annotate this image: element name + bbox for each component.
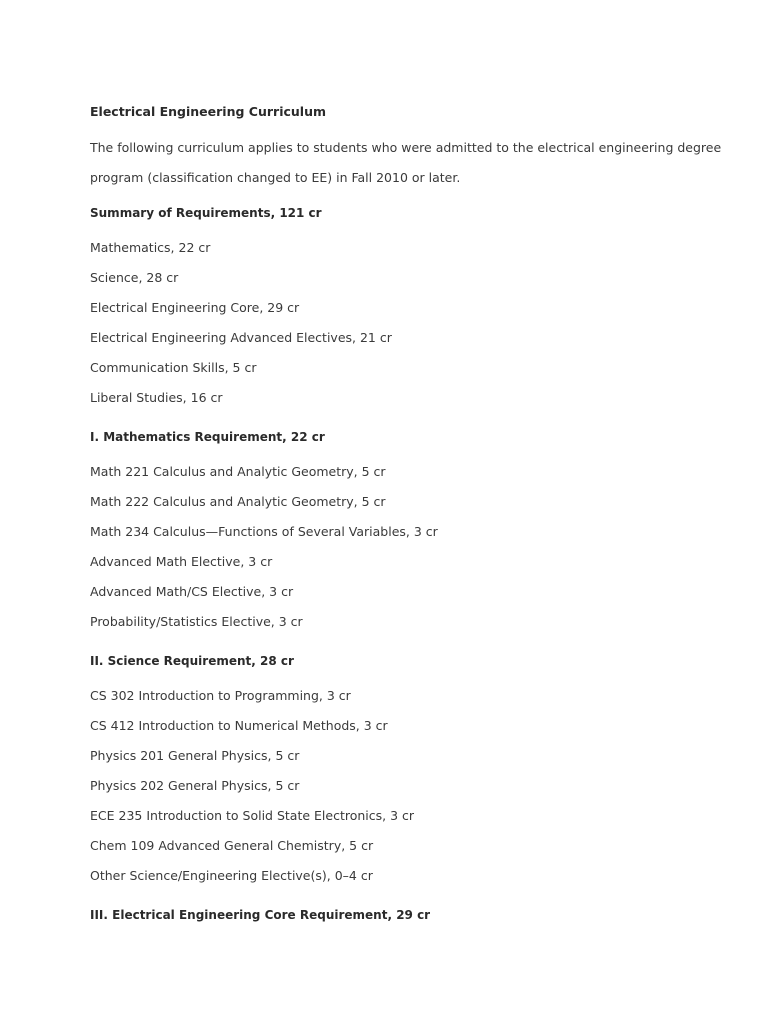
- list-item: Advanced Math/CS Elective, 3 cr: [90, 584, 294, 599]
- list-item: CS 302 Introduction to Programming, 3 cr: [90, 688, 351, 703]
- intro-paragraph: The following curriculum applies to students who were admitted to the electrical engineering degree program (classification changed to EE) in Fall 2010 or later.: [90, 140, 722, 185]
- list-item: Electrical Engineering Advanced Electives, 21 cr: [90, 330, 392, 345]
- requirement-list: [90, 681, 730, 891]
- list-item: Chem 109 Advanced General Chemistry, 5 cr: [90, 838, 374, 853]
- document-page: [90, 103, 730, 935]
- list-item: Probability/Statistics Elective, 3 cr: [90, 614, 303, 629]
- list-item: Advanced Math Elective, 3 cr: [90, 554, 273, 569]
- requirement-list: [90, 457, 730, 637]
- list-item: Physics 202 General Physics, 5 cr: [90, 778, 300, 793]
- list-item: ECE 235 Introduction to Solid State Electronics, 3 cr: [90, 808, 415, 823]
- list-item: Math 222 Calculus and Analytic Geometry, 5 cr: [90, 494, 386, 509]
- list-item: Liberal Studies, 16 cr: [90, 390, 223, 405]
- section-heading: II. Science Requirement, 28 cr: [90, 654, 294, 668]
- list-item: Physics 201 General Physics, 5 cr: [90, 748, 300, 763]
- section-science: [90, 651, 730, 891]
- section-mathematics: [90, 427, 730, 637]
- requirement-list: [90, 233, 730, 413]
- list-item: Other Science/Engineering Elective(s), 0–4 cr: [90, 868, 373, 883]
- list-item: CS 412 Introduction to Numerical Methods, 3 cr: [90, 718, 388, 733]
- section-summary: [90, 203, 730, 413]
- section-ee-core: [90, 905, 730, 925]
- list-item: Math 221 Calculus and Analytic Geometry, 5 cr: [90, 464, 386, 479]
- section-heading: Summary of Requirements, 121 cr: [90, 206, 322, 220]
- list-item: Science, 28 cr: [90, 270, 179, 285]
- section-heading: III. Electrical Engineering Core Requirement, 29 cr: [90, 908, 431, 922]
- list-item: Communication Skills, 5 cr: [90, 360, 257, 375]
- list-item: Mathematics, 22 cr: [90, 240, 211, 255]
- list-item: Electrical Engineering Core, 29 cr: [90, 300, 300, 315]
- list-item: Math 234 Calculus—Functions of Several Variables, 3 cr: [90, 524, 438, 539]
- page-title: Electrical Engineering Curriculum: [90, 104, 326, 119]
- section-heading: I. Mathematics Requirement, 22 cr: [90, 430, 325, 444]
